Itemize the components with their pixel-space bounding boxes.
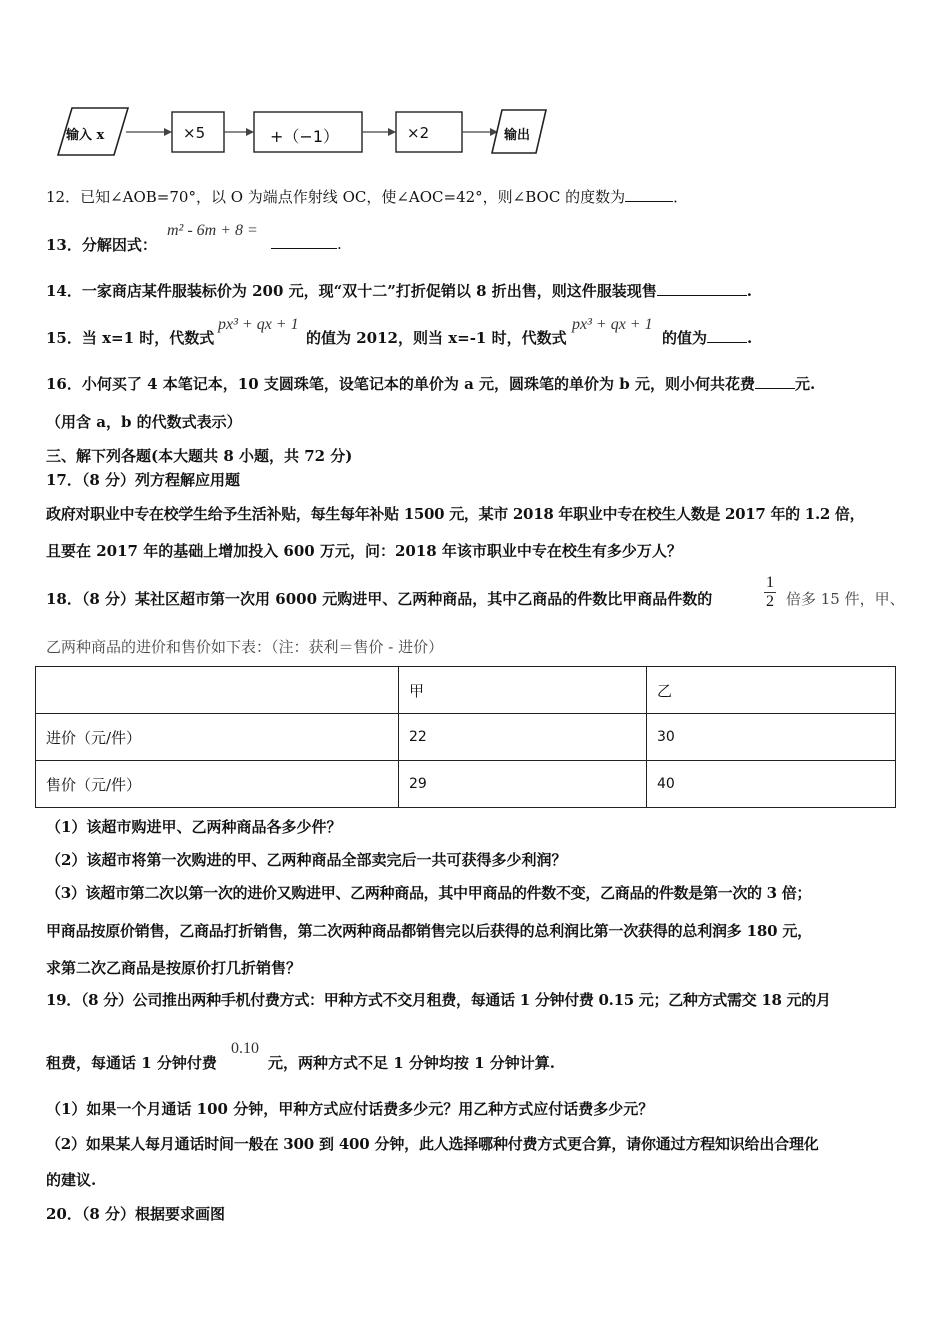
q18-text: 18．（8 分）某社区超市第一次用 6000 元购进甲、乙两种商品，其中乙商品的件数比甲商品件数的 (46, 590, 713, 608)
q16-text: 16．小何买了 4 本笔记本，10 支圆珠笔，设笔记本的单价为 a 元，圆珠笔的单价为 b 元，则小何共花费 (46, 375, 755, 393)
q18-line1 (46, 588, 712, 609)
q18-frac-num: 1 (766, 574, 774, 591)
q19-sub2-line1: （2）如果某人每月通话时间一般在 300 到 400 分钟，此人选择哪种付费方式更合算，请你通过方程知识给出合理化 (46, 1135, 819, 1153)
q14-end: . (746, 282, 753, 300)
question-12 (46, 186, 688, 207)
q17-line1: 政府对职业中专在校学生给予生活补贴，每生每年补贴 1500 元，某市 2018 年职业中专在校生人数是 2017 年的 1.2 倍， (46, 505, 865, 523)
q15-answer-blank[interactable] (707, 328, 747, 343)
flow-step2-label: +（−1） (270, 127, 339, 146)
q19-line1: 19．（8 分）公司推出两种手机付费方式：甲种方式不交月租费，每通话 1 分钟付费 0.15 元；乙种方式需交 18 元的月 (46, 991, 831, 1009)
q15-tail (662, 327, 752, 348)
price-table (35, 666, 896, 808)
table-header-row (36, 667, 896, 714)
table-cell: 22 (399, 714, 647, 761)
q19-line2-b: 元，两种方式不足 1 分钟均按 1 分钟计算. (268, 1054, 555, 1072)
q15-tail-text: 的值为 (662, 329, 708, 347)
flow-step1-label: ×5 (183, 124, 206, 142)
table-row (36, 761, 896, 808)
section-3-heading: 三、解下列各题(本大题共 8 小题，共 72 分) (46, 447, 353, 465)
table-cell: 乙 (647, 667, 896, 714)
q17-title: 17．（8 分）列方程解应用题 (46, 471, 241, 489)
q16-end: 元. (794, 375, 816, 393)
q19-rate: 0.10 (231, 1040, 259, 1057)
table-cell: 进价（元/件） (36, 714, 399, 761)
q13-answer-line[interactable] (271, 234, 342, 253)
q15-mid: 的值为 2012，则当 x=-1 时，代数式 (306, 329, 567, 347)
flow-output-label: 输出 (504, 128, 531, 143)
table-cell: 40 (647, 761, 896, 808)
q18-line1-tail: 倍多 15 件，甲、 (786, 590, 905, 608)
q13-end: . (337, 235, 342, 253)
q14-text: 14．一家商店某件服装标价为 200 元，现“双十二”打折促销以 8 折出售，则这件服装现售 (46, 282, 657, 300)
flow-input-label: 输入 x (66, 128, 105, 143)
q13-label: 13．分解因式： (46, 236, 157, 254)
question-14 (46, 280, 752, 301)
table-cell: 30 (647, 714, 896, 761)
table-row (36, 714, 896, 761)
table-cell: 售价（元/件） (36, 761, 399, 808)
q15-end: . (747, 329, 753, 347)
q15-expression-1: px³ + qx + 1 (218, 316, 299, 333)
q18-frac-den: 2 (766, 593, 774, 610)
table-cell (36, 667, 399, 714)
table-cell: 甲 (399, 667, 647, 714)
question-16-line2: （用含 a，b 的代数式表示） (46, 413, 242, 431)
q19-line2-a: 租费，每通话 1 分钟付费 (46, 1054, 217, 1072)
flow-step3-label: ×2 (407, 124, 430, 142)
q19-sub1: （1）如果一个月通话 100 分钟，甲种方式应付话费多少元？用乙种方式应付话费多少元？ (46, 1100, 654, 1118)
q14-answer-blank[interactable] (657, 281, 747, 296)
q15-expression-2: px³ + qx + 1 (572, 316, 653, 333)
q17-line2: 且要在 2017 年的基础上增加投入 600 万元，问：2018 年该市职业中专在校生有多少万人？ (46, 542, 682, 560)
question-16-line1 (46, 373, 815, 394)
q18-fraction (764, 574, 776, 611)
q18-sub3-line1: （3）该超市第二次以第一次的进价又购进甲、乙两种商品，其中甲商品的件数不变，乙商品的件数是第一次的 3 倍； (46, 884, 812, 902)
q12-text: 12．已知∠AOB=70°，以 O 为端点作射线 OC，使∠AOC=42°，则∠BOC 的度数为 (46, 188, 626, 206)
q18-sub1: （1）该超市购进甲、乙两种商品各多少件？ (46, 818, 342, 836)
q13-expression: m² - 6m + 8 = (167, 222, 258, 239)
q12-answer-blank[interactable] (625, 187, 673, 202)
q12-end: ． (673, 188, 689, 206)
table-cell: 29 (399, 761, 647, 808)
q18-sub3-line2: 甲商品按原价销售，乙商品打折销售，第二次两种商品都销售完以后获得的总利润比第一次获得的总利润多 180 元， (46, 922, 812, 940)
q19-sub2-line2: 的建议. (46, 1171, 97, 1189)
q15-label: 15．当 x=1 时，代数式 (46, 329, 215, 347)
q18-sub3-line3: 求第二次乙商品是按原价打几折销售？ (46, 959, 302, 977)
q16-answer-blank[interactable] (755, 374, 795, 389)
q20-title: 20．（8 分）根据要求画图 (46, 1205, 226, 1223)
q18-line2: 乙两种商品的进价和售价如下表：（注：获利＝售价 - 进价） (46, 638, 444, 656)
q18-sub2: （2）该超市将第一次购进的甲、乙两种商品全部卖完后一共可获得多少利润？ (46, 851, 567, 869)
